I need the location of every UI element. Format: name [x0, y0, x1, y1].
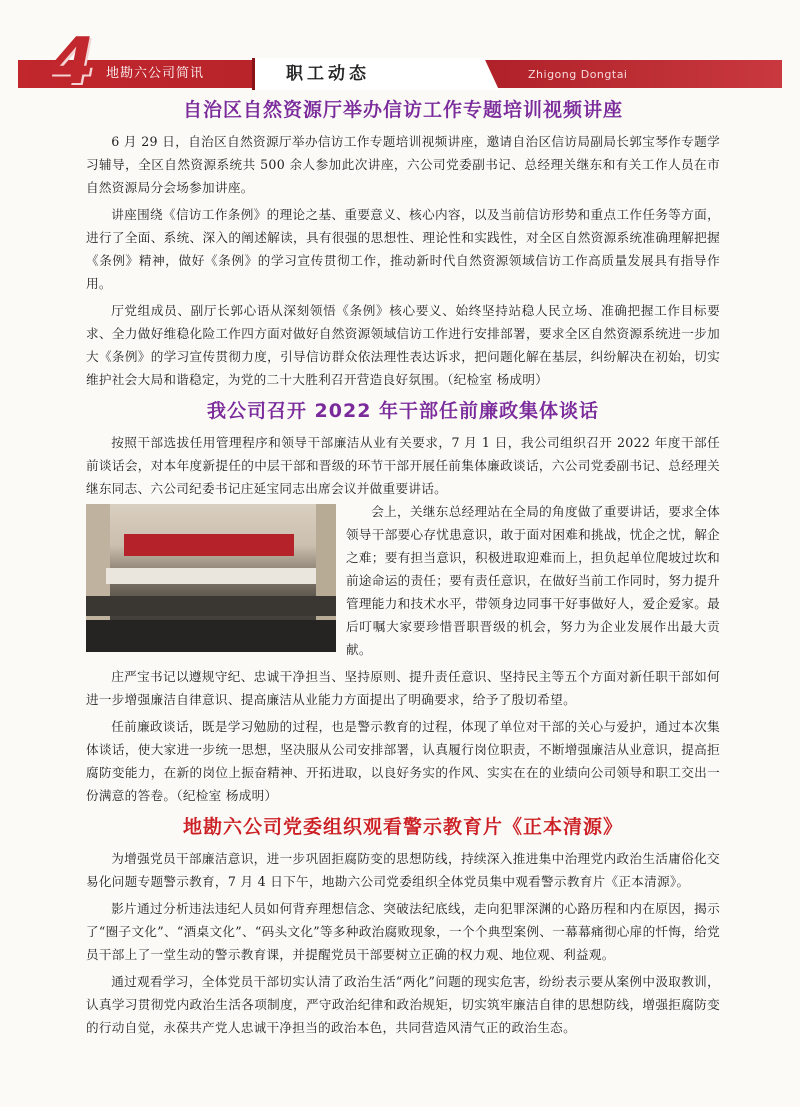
- article-3-title: 地勘六公司党委组织观看警示教育片《正本清源》: [182, 816, 623, 838]
- article-1: [86, 96, 720, 391]
- article-1-title: 自治区自然资源厅举办信访工作专题培训视频讲座: [182, 99, 623, 121]
- article-2-para-3: 庄严宝书记以遵规守纪、忠诚干净担当、坚持原则、提升责任意识、坚持民主等五个方面对新任职干部如何进一步增强廉洁自律意识、提高廉洁从业能力方面提出了明确要求，给予了殷切希望。: [86, 669, 720, 707]
- page-content: [86, 96, 720, 1045]
- meeting-photo: [86, 504, 336, 652]
- article-2-para-1: 按照干部选拔任用管理程序和领导干部廉洁从业有关要求，7 月 1 日，我公司组织召开 2022 年度干部任前谈话会，对本年度新提任的中层干部和晋级的环节干部开展任前集体廉政谈话，六公司党委副书记、总经理关继东同志、六公司纪委书记庄延宝同志出席会议并做重要讲话。: [86, 435, 720, 496]
- article-2-title: 我公司召开 2022 年干部任前廉政集体谈话: [206, 400, 600, 422]
- article-1-para-1: 6 月 29 日，自治区自然资源厅举办信访工作专题培训视频讲座，邀请自治区信访局副局长郭宝琴作专题学习辅导，全区自然资源系统共 500 余人参加此次讲座，六公司党委副书记、总经理关继东和有关工作人员在市自然资源局分会场参加讲座。: [86, 134, 720, 195]
- article-3-para-1: 为增强党员干部廉洁意识，进一步巩固拒腐防变的思想防线，持续深入推进集中治理党内政治生活庸俗化交易化问题专题警示教育，7 月 4 日下午，地勘六公司党委组织全体党员集中观看警示教育片《正本清源》。: [86, 851, 720, 889]
- photo-rostrum: [106, 568, 316, 584]
- article-2: [86, 397, 720, 807]
- article-3-para-2: 影片通过分析违法违纪人员如何背弃理想信念、突破法纪底线，走向犯罪深渊的心路历程和内在原因，揭示了“圈子文化”、“酒桌文化”、“码头文化”等多种政治腐败现象，一个个典型案例、一幕幕痛彻心扉的忏悔，给党员干部上了一堂生动的警示教育课，并提醒党员干部要树立正确的权力观、地位观、利益观。: [86, 901, 720, 962]
- publication-name: 地勘六公司简讯: [106, 66, 205, 81]
- page-number: 4: [50, 25, 95, 99]
- article-1-para-3: 厅党组成员、副厅长郭心语从深刻领悟《条例》核心要义、始终坚持站稳人民立场、准确把握工作目标要求、全力做好维稳化险工作四方面对做好自然资源领域信访工作进行安排部署，要求全区自然资源系统进一步加大《条例》的学习宣传贯彻力度，引导信访群众依法理性表达诉求，把问题化解在基层，纠纷解决在初始，切实维护社会大局和谐稳定，为党的二十大胜利召开营造良好氛围。（纪检室 杨成明）: [86, 303, 720, 387]
- page-header: [0, 0, 800, 100]
- photo-banner: [124, 534, 294, 556]
- article-3: [86, 813, 720, 1039]
- section-pinyin: Zhigong Dongtai: [528, 68, 628, 81]
- photo-audience: [86, 596, 336, 616]
- article-2-para-4: 任前廉政谈话，既是学习勉励的过程，也是警示教育的过程，体现了单位对干部的关心与爱护，通过本次集体谈话，使大家进一步统一思想，坚决服从公司安排部署，认真履行岗位职责，不断增强廉洁从业意识，提高拒腐防变能力，在新的岗位上振奋精神、开拓进取，以良好务实的作风、实实在在的业绩向公司领导和职工交出一份满意的答卷。（纪检室 杨成明）: [86, 719, 720, 803]
- article-2-para-2: 会上，关继东总经理站在全局的角度做了重要讲话，要求全体领导干部要心存忧患意识，敢于面对困难和挑战，忧企之忧，解企之难；要有担当意识，积极进取迎难而上，担负起单位爬坡过坎和前途命运的责任；要有责任意识，在做好当前工作同时，努力提升管理能力和技术水平，带领身边同事干好事做好人，爱企爱家。最后叮嘱大家要珍惜晋职晋级的机会，努力为企业发展作出最大贡献。: [346, 504, 720, 657]
- article-3-para-3: 通过观看学习，全体党员干部切实认清了政治生活“两化”问题的现实危害，纷纷表示要从案例中汲取教训，认真学习贯彻党内政治生活各项制度，严守政治纪律和政治规矩，切实筑牢廉洁自律的思想防线，增强拒腐防变的行动自觉，永葆共产党人忠诚干净担当的政治本色，共同营造风清气正的政治生态。: [86, 974, 720, 1035]
- section-title: 职工动态: [286, 64, 370, 84]
- article-1-para-2: 讲座围绕《信访工作条例》的理论之基、重要意义、核心内容，以及当前信访形势和重点工作任务等方面，进行了全面、系统、深入的阐述解读，具有很强的思想性、理论性和实践性，对全区自然资源系统准确理解把握《条例》精神，做好《条例》的学习宣传贯彻工作，推动新时代自然资源领域信访工作高质量发展具有指导作用。: [86, 207, 720, 291]
